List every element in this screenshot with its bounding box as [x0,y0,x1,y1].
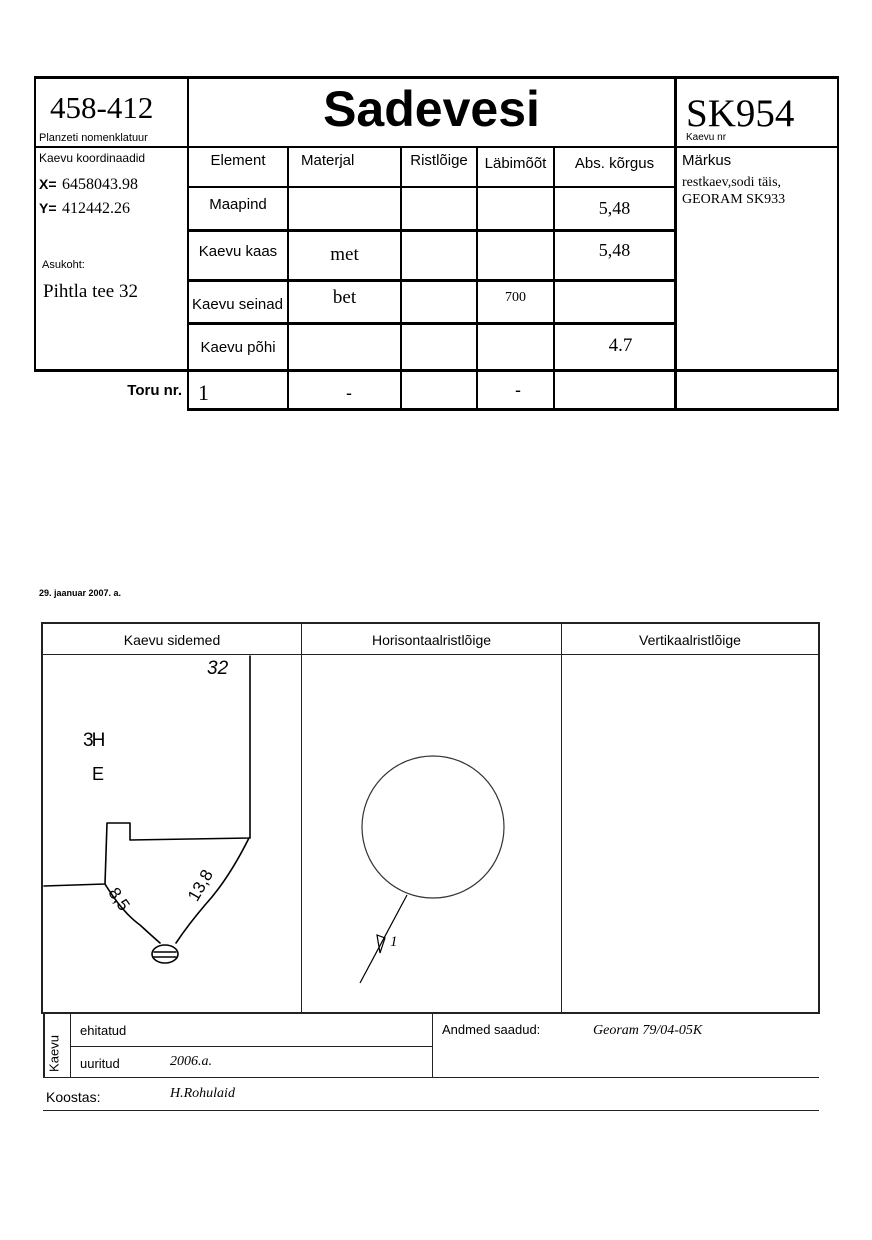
row-abs-height-bottom: 4.7 [608,335,633,356]
coordinates-label: Kaevu koordinaadid [39,151,146,165]
annotation-3h: 3H [83,730,104,751]
author-label: Koostas: [46,1089,101,1105]
page-title: Sadevesi [323,81,540,137]
pipe-diameter: - [515,380,521,400]
column-header-diameter: Läbimõõt [484,155,547,172]
row-material-walls: bet [332,287,357,308]
nomenclature-label: Planzeti nomenklatuur [39,132,148,144]
remarks-line-1: restkaev,sodi täis, [682,175,782,190]
data-source-value: Georam 79/04-05K [593,1023,703,1038]
well-number-label: Kaevu nr [686,132,727,143]
sketch-header-connections: Kaevu sidemed [123,632,221,648]
pipe-label: Toru nr. [127,382,182,399]
x-label: X= [39,176,57,192]
document-date: 29. jaanuar 2007. a. [39,588,122,598]
row-element-cover: Kaevu kaas [198,243,278,260]
remarks-label: Märkus [682,152,732,169]
column-header-element: Element [210,152,266,169]
row-abs-height-cover: 5,48 [598,240,631,260]
renovated-value: 2006.a. [170,1054,212,1069]
well-number-value: SK954 [686,92,795,135]
row-abs-height-ground: 5,48 [598,198,631,218]
row-element-bottom: Kaevu põhi [200,339,276,356]
footer-side-label: Kaevu [46,1035,62,1072]
column-header-abs-height: Abs. kõrgus [574,155,655,172]
location-value: Pihtla tee 32 [43,281,138,302]
row-diameter-walls: 700 [505,290,526,305]
data-source-label: Andmed saadud: [442,1022,541,1037]
annotation-house-number: 32 [207,658,229,679]
annotation-pipe-mark: 1 [390,934,398,950]
column-header-material: Materjal [301,152,355,169]
annotation-distance-right: 13,8 [184,866,218,905]
sketch-header-vertical: Vertikaalristlõige [639,632,741,648]
pipe-number: 1 [198,380,209,405]
x-value: 6458043.98 [62,176,138,193]
row-material-cover: met [330,244,359,265]
remarks-line-2: GEORAM SK933 [682,192,786,207]
annotation-distance-left: 8,5 [104,884,134,915]
annotation-e: E [92,764,105,784]
author-value: H.Rohulaid [170,1086,235,1101]
location-label: Asukoht: [42,259,85,271]
row-element-ground: Maapind [209,196,267,213]
renovated-label: uuritud [80,1056,120,1071]
row-element-walls: Kaevu seinad [192,296,283,313]
y-label: Y= [39,200,57,216]
built-label: ehitatud [80,1023,127,1038]
nomenclature-value: 458-412 [50,90,154,125]
sketch-header-horizontal: Horisontaalristlõige [371,632,492,648]
y-value: 412442.26 [62,200,130,217]
column-header-cross-section: Ristlõige [410,152,468,169]
pipe-material: - [346,383,352,403]
